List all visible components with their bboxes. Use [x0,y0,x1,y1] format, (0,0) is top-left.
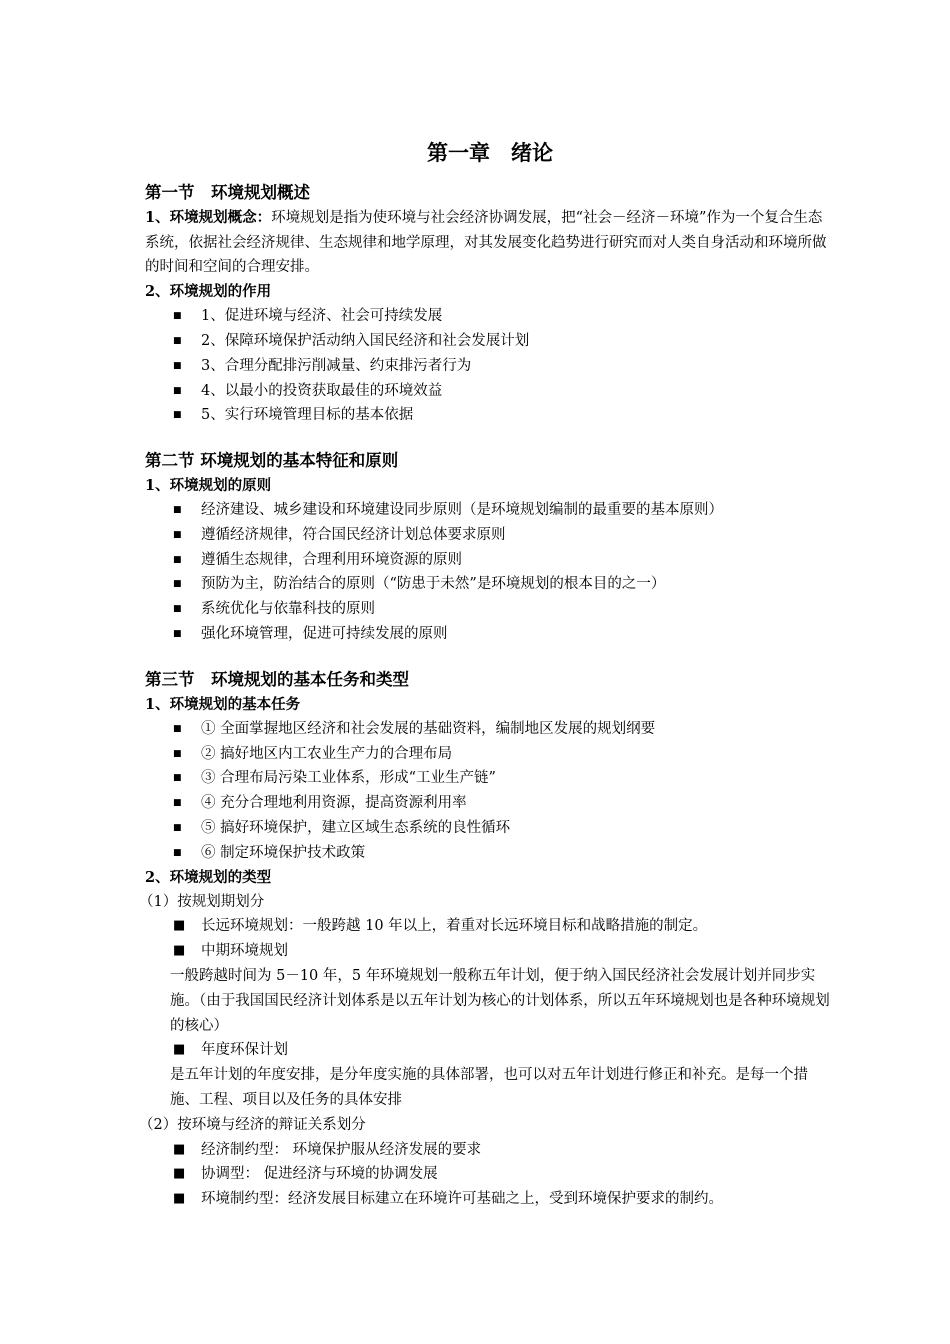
concept-paragraph [145,206,835,280]
chapter-title: 第一章 绪论 [427,140,553,165]
list-item: ■ 年度环保计划 [145,1038,835,1063]
list-item: ■ 环境制约型：经济发展目标建立在环境许可基础之上，受到环境保护要求的制约。 [145,1187,835,1212]
bullet-icon: ■ [173,335,182,346]
list-item: ■ ① 全面掌握地区经济和社会发展的基础资料，编制地区发展的规划纲要 [145,717,835,742]
type-heading: 2、环境规划的类型 [145,868,272,886]
list-item: ■ 强化环境管理，促进可持续发展的原则 [145,622,835,647]
section-heading-1: 第一节 环境规划概述 [145,183,310,202]
list-item: ■ 协调型： 促进经济与环境的协调发展 [145,1162,835,1187]
list-item: ■ 2、保障环境保护活动纳入国民经济和社会发展计划 [145,329,835,354]
list-item: ■ 长远环境规划：一般跨越 10 年以上，着重对长远环境目标和战略措施的制定。 [145,914,835,939]
bullet-icon: ■ [173,604,182,615]
list-item: ■ 系统优化与依靠科技的原则 [145,597,835,622]
bullet-icon: ■ [173,1141,186,1157]
bullet-icon: ■ [173,360,182,371]
list-item: ■ ⑤ 搞好环境保护，建立区域生态系统的良性循环 [145,816,835,841]
bullet-icon: ■ [173,773,182,784]
list-item: ■ ③ 合理布局污染工业体系，形成“工业生产链” [145,766,835,791]
list-item: ■ 1、促进环境与经济、社会可持续发展 [145,304,835,329]
bullet-icon: ■ [173,579,182,590]
list-item: ■ 经济制约型： 环境保护服从经济发展的要求 [145,1138,835,1163]
list-item: ■ 3、合理分配排污削减量、约束排污者行为 [145,354,835,379]
list-item: ■ 4、以最小的投资获取最佳的环境效益 [145,379,835,404]
bullet-icon: ■ [173,723,182,734]
document-page [139,130,835,1212]
list-item: ■ ② 搞好地区内工农业生产力的合理布局 [145,742,835,767]
section-heading-3: 第三节 环境规划的基本任务和类型 [145,669,409,689]
annual-text: 是五年计划的年度安排，是分年度实施的具体部署，也可以对五年计划进行修正和补充。是每一个措施、工程、项目以及任务的具体安排 [170,1067,808,1109]
bullet-icon: ■ [173,823,182,834]
task-list [145,717,835,866]
bullet-icon: ■ [173,1042,186,1058]
bullet-icon: ■ [173,311,182,322]
list-item: ■ ④ 充分合理地利用资源，提高资源利用率 [145,791,835,816]
concept-text: 环境规划是指为使环境与社会经济协调发展，把“社会－经济－环境”作为一个复合生态系统，依据社会经济规律、生态规律和地学原理，对其发展变化趋势进行研究而对人类自身活动和环境所做的时间和空间的合理安排。 [145,210,827,276]
list-item: ■ 遵循生态规律，合理利用环境资源的原则 [145,548,835,573]
role-list [145,304,835,428]
section-heading-2: 第二节 环境规划的基本特征和原则 [145,451,399,471]
group1-label: （1）按规划期划分 [139,893,265,910]
bullet-icon: ■ [173,748,182,759]
bullet-icon: ■ [173,847,182,858]
bullet-icon: ■ [173,554,182,565]
bullet-icon: ■ [173,385,182,396]
list-item: ■ ⑥ 制定环境保护技术政策 [145,841,835,866]
principle-heading: 1、环境规划的原则 [145,477,272,495]
list-item: ■ 5、实行环境管理目标的基本依据 [145,403,835,428]
mid-term-text: 一般跨越时间为 5－10 年，5 年环境规划一般称五年计划，便于纳入国民经济社会发展计划并同步实施。（由于我国国民经济计划体系是以五年计划为核心的计划体系，所以五年环境规划也是各种环境规划的核心） [170,968,830,1034]
concept-label: 1、环境规划概念： [145,209,272,226]
bullet-icon: ■ [173,505,182,516]
bullet-icon: ■ [173,1191,186,1207]
bullet-icon: ■ [173,943,186,959]
list-item: ■ 经济建设、城乡建设和环境建设同步原则（是环境规划编制的最重要的基本原则） [145,498,835,523]
list-item: ■ 遵循经济规律，符合国民经济计划总体要求原则 [145,523,835,548]
task-heading: 1、环境规划的基本任务 [145,695,301,713]
group2-label: （2）按环境与经济的辩证关系划分 [139,1116,366,1133]
bullet-icon: ■ [173,410,182,421]
bullet-icon: ■ [173,1166,186,1182]
bullet-icon: ■ [173,918,186,934]
list-item: ■ 预防为主，防治结合的原则（“防患于未然”是环境规划的根本目的之一） [145,572,835,597]
bullet-icon: ■ [173,798,182,809]
bullet-icon: ■ [173,629,182,640]
role-heading: 2、环境规划的作用 [145,283,272,301]
bullet-icon: ■ [173,529,182,540]
principle-list [145,498,835,647]
list-item: ■ 中期环境规划 [145,939,835,964]
